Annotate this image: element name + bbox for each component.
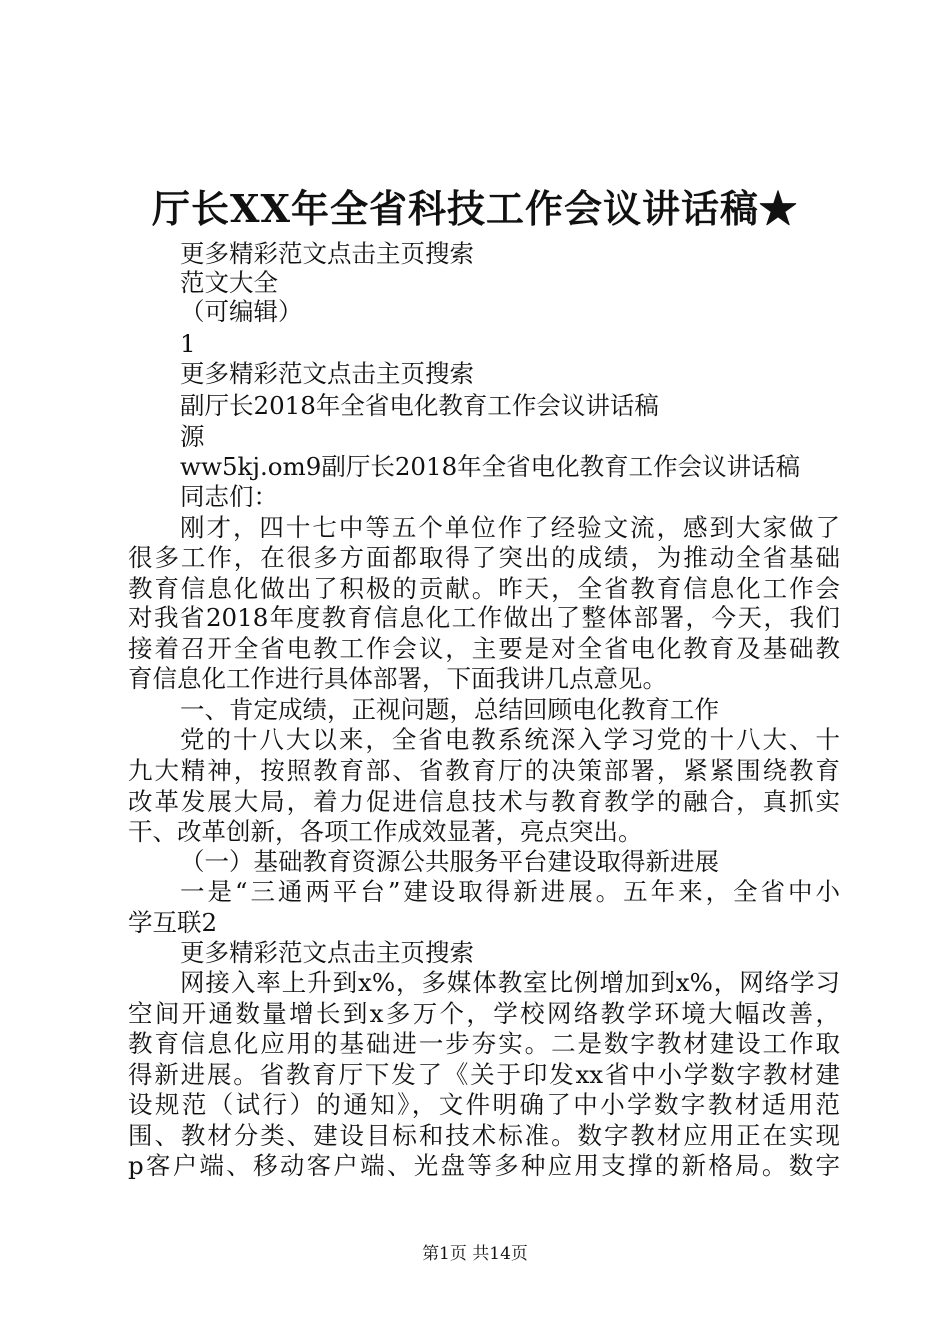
text-line: ww5kj.om9副厅长2018年全省电化教育工作会议讲话稿 bbox=[180, 452, 801, 481]
text-line: 党的十八大以来，全省电教系统深入学习党的十八大、十 bbox=[180, 725, 840, 754]
text-line: 教育信息化做出了积极的贡献。昨天，全省教育信息化工作会 bbox=[128, 574, 840, 603]
text-line: 更多精彩范文点击主页搜索 bbox=[180, 239, 474, 268]
text-line: 同志们： bbox=[180, 482, 278, 511]
text-line: 改革发展大局，着力促进信息技术与教育教学的融合，真抓实 bbox=[128, 787, 840, 816]
text-line: 空间开通数量增长到x多万个，学校网络教学环境大幅改善， bbox=[128, 999, 840, 1028]
text-line: 网接入率上升到x%，多媒体教室比例增加到x%，网络学习 bbox=[180, 968, 840, 997]
text-line: 很多工作，在很多方面都取得了突出的成绩，为推动全省基础 bbox=[128, 543, 840, 572]
section-heading: 一、肯定成绩，正视问题，总结回顾电化教育工作 bbox=[180, 695, 719, 724]
text-line: 副厅长2018年全省电化教育工作会议讲话稿 bbox=[180, 391, 659, 420]
text-line: 一是“三通两平台”建设取得新进展。五年来，全省中小 bbox=[180, 877, 840, 906]
document-title: 厅长XX年全省科技工作会议讲话稿★ bbox=[152, 186, 798, 231]
text-line: 学互联2 bbox=[128, 908, 218, 937]
text-line: 得新进展。省教育厅下发了《关于印发xx省中小学数字教材建 bbox=[128, 1060, 840, 1089]
text-line: （可编辑） bbox=[180, 297, 303, 326]
text-line: 对我省2018年度教育信息化工作做出了整体部署，今天，我们 bbox=[128, 603, 840, 632]
text-line: 刚才，四十七中等五个单位作了经验文流，感到大家做了 bbox=[180, 513, 840, 542]
text-line: 干、改革创新，各项工作成效显著，亮点突出。 bbox=[128, 817, 643, 846]
page-footer: 第1页 共14页 bbox=[422, 1244, 528, 1264]
text-line: 1 bbox=[180, 329, 196, 358]
text-line: 源 bbox=[180, 422, 205, 451]
section-heading: （一）基础教育资源公共服务平台建设取得新进展 bbox=[180, 847, 719, 876]
text-line: 更多精彩范文点击主页搜索 bbox=[180, 359, 474, 388]
text-line: 育信息化工作进行具体部署，下面我讲几点意见。 bbox=[128, 664, 667, 693]
text-line: p客户端、移动客户端、光盘等多种应用支撑的新格局。数字 bbox=[128, 1151, 840, 1180]
text-line: 围、教材分类、建设目标和技术标准。数字教材应用正在实现 bbox=[128, 1121, 840, 1150]
text-line: 教育信息化应用的基础进一步夯实。二是数字教材建设工作取 bbox=[128, 1029, 840, 1058]
text-line: 设规范（试行）的通知》，文件明确了中小学数字教材适用范 bbox=[128, 1090, 840, 1119]
text-line: 接着召开全省电教工作会议，主要是对全省电化教育及基础教 bbox=[128, 634, 840, 663]
text-line: 范文大全 bbox=[180, 268, 278, 297]
text-line: 更多精彩范文点击主页搜索 bbox=[180, 938, 474, 967]
text-line: 九大精神，按照教育部、省教育厅的决策部署，紧紧围绕教育 bbox=[128, 756, 840, 785]
